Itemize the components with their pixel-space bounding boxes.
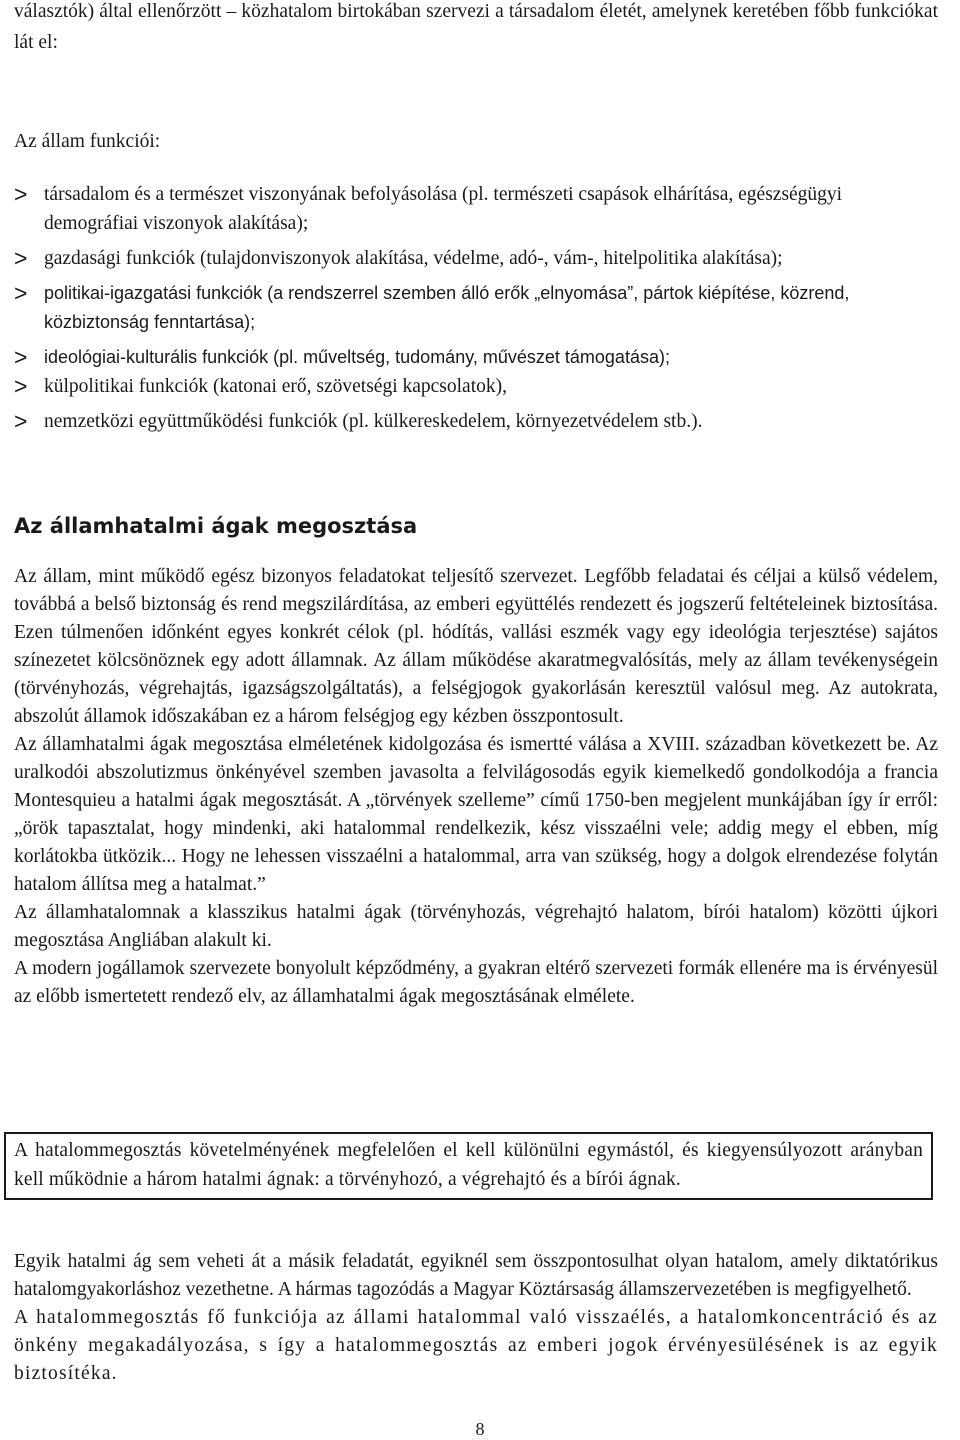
body-paragraph: Az államhatalmi ágak megosztása elméletének kidolgozása és ismertté válása a XVIII. században következett be. Az uralkodói abszolutizmus önkényével szemben javasolta a felvilágosodás egyik kiemelkedő gondolkodója a francia Montesquieu a hatalmi ágak megosztását. A „törvények szelleme” című 1750-ben megjelent munkájában így ír erről: „örök tapasztalat, hogy mindenki, aki hatalommal rendelkezik, kész visszaélni vele; addig megy el ebben, míg korlátokba ütközik... Hogy ne lehessen visszaélni a hatalommal, arra van szükség, hogy a dolgok elrendezése folytán hatalom állítsa meg a hatalmat.” (14, 734, 938, 895)
section-body (14, 563, 938, 1011)
list-item-text: nemzetközi együttműködési funkciók (pl. külkereskedelem, környezetvédelem stb.). (44, 411, 703, 432)
list-item-text: társadalom és a természet viszonyának befolyásolása (pl. természeti csapások elhárítása, egészségügyi demográfiai viszonyok alakítása); (44, 184, 843, 234)
list-item (14, 244, 938, 273)
highlighted-principle-box: A hatalommegosztás követelményének megfelelően el kell különülni egymástól, és kiegyensúlyozott arányban kell működnie a három hatalmi ágnak: a törvényhozó, a végrehajtó és a bírói ágnak. (4, 1132, 933, 1200)
list-item-text: ideológiai-kulturális funkciók (pl. műveltség, tudomány, művészet támogatása); (44, 347, 670, 367)
bullet-arrow-icon: > (14, 344, 28, 370)
list-item-text: külpolitikai funkciók (katonai erő, szövetségi kapcsolatok), (44, 376, 508, 397)
bullet-arrow-icon: > (14, 373, 28, 399)
body-paragraph: A modern jogállamok szervezete bonyolult képződmény, a gyakran eltérő szervezeti formák ellenére ma is érvényesül az előbb ismertetett rendező elv, az államhatalmi ágak megosztásának elmélete. (14, 958, 938, 1007)
body-paragraph: Az állam, mint működő egész bizonyos feladatokat teljesítő szervezet. Legfőbb feladatai és céljai a külső védelem, továbbá a belső biztonság és rend megszilárdítása, az emberi együttélés rendezett és jogszerű feltételeinek biztosítása. Ezen túlmenően időnként egyes konkrét célok (pl. hódítás, vallási eszmék vagy egy ideológia terjesztése) sajátos színezetet kölcsönöznek egy adott államnak. Az állam működése akaratmegvalósítás, mely az állam tevékenységein (törvényhozás, végrehajtás, igazságszolgáltatás), a felségjogok gyakorlásán keresztül valósul meg. Az autokrata, abszolút államok időszakában ez a három felségjog egy kézben összpontosult. (14, 566, 938, 727)
bullet-arrow-icon: > (14, 245, 28, 271)
intro-paragraph: választók) által ellenőrzött – közhatalom birtokában szervezi a társadalom életét, amelynek keretében főbb funkciókat lát el: (14, 1, 938, 53)
functions-list (14, 180, 938, 442)
bullet-arrow-icon: > (14, 280, 28, 306)
list-item-text: gazdasági funkciók (tulajdonviszonyok alakítása, védelme, adó-, vám-, hitelpolitika alakítása); (44, 248, 783, 269)
list-item (14, 407, 938, 436)
bullet-arrow-icon: > (14, 181, 28, 207)
list-item (14, 343, 938, 372)
functions-heading: Az állam funkciói: (14, 131, 161, 152)
body-paragraph: Egyik hatalmi ág sem veheti át a másik feladatát, egyiknél sem összpontosulhat olyan hatalom, amely diktatórikus hatalomgyakorláshoz vezethetne. A hármas tagozódás a Magyar Köztársaság államszervezetében is megfigyelhető. (14, 1251, 938, 1300)
body-paragraph: A hatalommegosztás fő funkciója az állami hatalommal való visszaélés, a hatalomkoncentráció és az önkény megakadályozása, s így a hatalommegosztás az emberi jogok érvényesülésének is az egyik biztosítéka. (14, 1307, 938, 1384)
list-item-text: politikai-igazgatási funkciók (a rendszerrel szemben álló erők „elnyomása”, pártok kiépítése, közrend, közbiztonság fenntartása); (44, 283, 850, 332)
page-number: 8 (475, 1419, 485, 1439)
closing-section (14, 1248, 938, 1388)
body-paragraph: Az államhatalomnak a klasszikus hatalmi ágak (törvényhozás, végrehajtó halatom, bírói hatalom) közötti újkori megosztása Angliában alakult ki. (14, 902, 938, 951)
section-title: Az államhatalmi ágak megosztása (14, 514, 418, 538)
list-item (14, 279, 938, 337)
list-item (14, 180, 938, 238)
list-item (14, 372, 938, 401)
bullet-arrow-icon: > (14, 408, 28, 434)
